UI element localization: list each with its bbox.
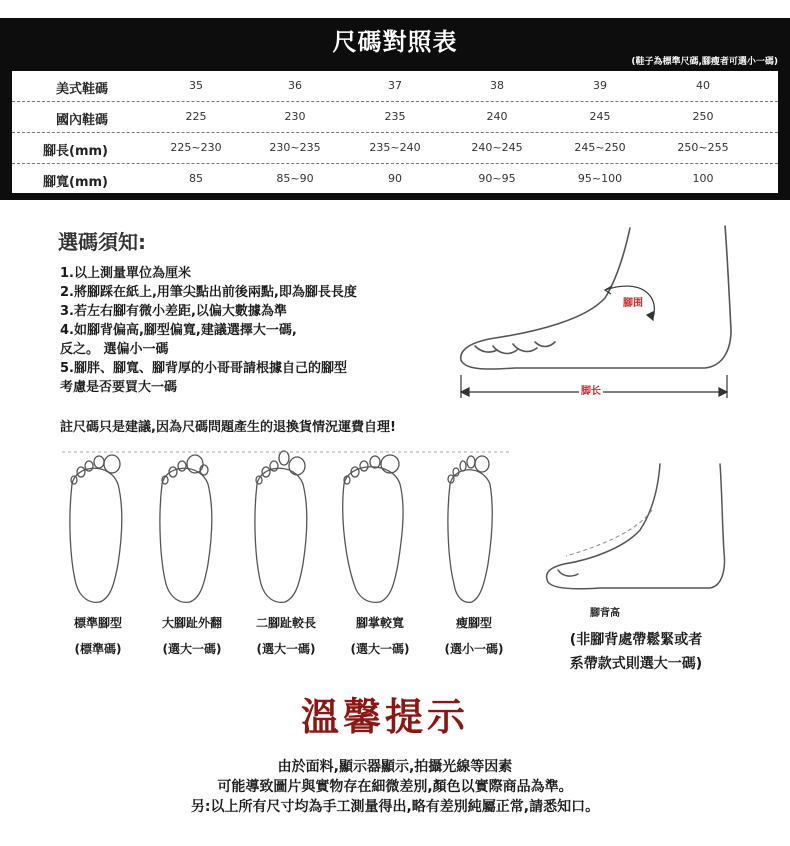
side-foot-diagram [455,220,740,410]
table-cell: 85~90 [276,172,314,185]
table-cell: 90~95 [478,172,516,185]
instep-note [536,628,736,676]
instep-note-line: (非腳背處帶鬆緊或者 [569,632,703,648]
table-cell: 225~230 [170,141,222,154]
table-cell: 225 [185,110,207,123]
instep-foot-illustration [540,460,730,600]
row-label-foot-width: 腳寬(mm) [43,175,108,190]
foot-type-advice: (標準碼) [74,642,122,656]
table-cell: 250 [692,110,714,123]
guide-note: 註尺碼只是建議,因為尺碼問題產生的退換貨情況運費自理! [60,420,396,435]
reminder-line: 可能導致圖片與實物存在細微差別,顏色以實際商品為準。 [217,779,573,795]
table-cell: 36 [288,79,302,92]
table-cell: 38 [490,79,504,92]
reminder-title: 溫馨提示 [300,695,469,739]
foot-length-label: 脚长 [579,382,603,397]
table-cell: 245~250 [574,141,626,154]
guide-line: 1.以上測量單位為厘米 [60,266,191,281]
table-row [12,71,778,102]
guide-title: 選碼須知: [58,230,146,254]
table-cell: 35 [189,79,203,92]
table-cell: 230~235 [269,141,321,154]
table-cell: 95~100 [577,172,623,185]
foot-type-standard: 標準腳型 [73,616,122,630]
guide-line: 考慮是否要買大一碼 [60,380,178,395]
row-label-cn-size: 國內鞋碼 [55,113,108,128]
table-cell: 37 [388,79,402,92]
instep-diagram [540,460,730,600]
table-cell: 230 [284,110,306,123]
size-chart [0,18,790,200]
foot-type-advice: (選小一碼) [444,642,504,656]
guide-line: 4.如腳背偏高,腳型偏寬,建議選擇大一碼, [60,323,297,338]
reminder-line: 由於面料,顯示器顯示,拍攝光線等因素 [277,759,513,775]
guide-line: 反之。 選偏小一碼 [60,342,169,357]
foot-types-diagram [52,448,522,608]
instep-note-line: 系帶款式則選大一碼) [569,656,703,672]
foot-type-advice: (選大一碼) [256,642,316,656]
table-row [12,102,778,133]
table-row [12,133,778,164]
table-cell: 39 [593,79,607,92]
foot-type-wide: 腳掌較寬 [355,616,404,630]
table-cell: 90 [388,172,402,185]
guide-line: 3.若左右腳有微小差距,以偏大數據為準 [60,304,287,319]
table-cell: 40 [696,79,710,92]
guide-line: 5.腳胖、腳寬、腳背厚的小哥哥請根據自己的腳型 [60,361,347,376]
table-cell: 245 [589,110,611,123]
table-cell: 240~245 [471,141,523,154]
size-table [12,71,778,193]
table-row [12,164,778,194]
table-cell: 240 [486,110,508,123]
foot-type-advice: (選大一碼) [350,642,410,656]
table-cell: 250~255 [677,141,729,154]
row-label-foot-length: 腳長(mm) [43,144,108,159]
foot-girth-label: 腳围 [621,294,645,309]
foot-type-long-second-toe: 二腳趾較長 [255,616,316,630]
foot-type-slim: 瘦腳型 [455,616,492,630]
table-cell: 235~240 [369,141,421,154]
foot-type-bunion: 大腳趾外翻 [161,616,222,630]
instep-label: 腳背高 [590,608,620,619]
size-chart-note: (鞋子為標準尺碼,腳瘦者可選小一碼) [631,57,778,67]
table-cell: 235 [384,110,406,123]
foot-outlines [52,448,522,608]
reminder-line: 另:以上所有尺寸均為手工測量得出,略有差別純屬正常,請悉知口。 [190,799,600,815]
size-chart-title: 尺碼對照表 [332,28,458,56]
foot-type-advice: (選大一碼) [162,642,222,656]
table-cell: 85 [189,172,203,185]
guide-line: 2.將腳踩在紙上,用筆尖點出前後兩點,即為腳長長度 [60,285,357,300]
reminder-text [90,757,700,817]
table-cell: 100 [692,172,714,185]
row-label-us-size: 美式鞋碼 [55,82,108,97]
guide-list [60,264,357,397]
